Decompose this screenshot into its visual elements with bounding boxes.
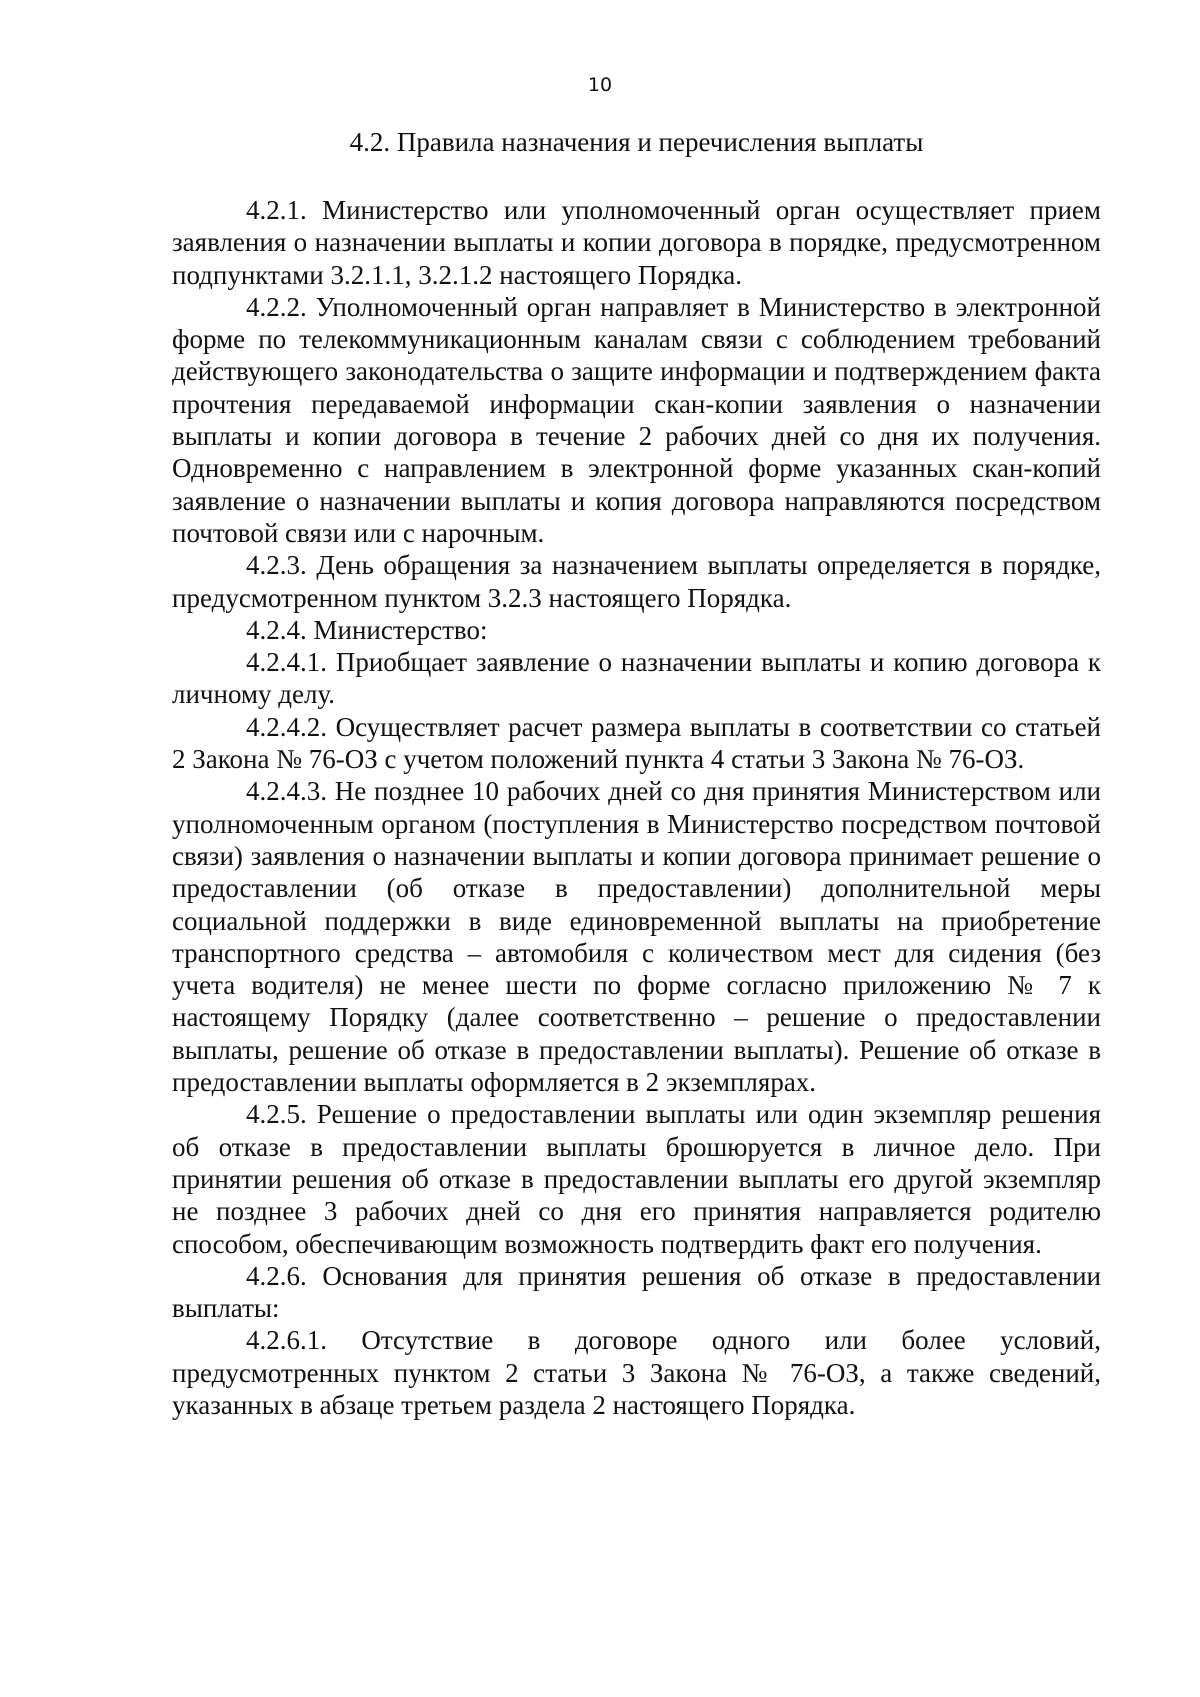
paragraph-4-2-4-3: 4.2.4.3. Не позднее 10 рабочих дней со дня принятия Министерством или уполномоченным органом (поступления в Министерство посредством почтовой связи) заявления о назначении выплаты и копии договора принимает решение о предоставлении (об отказе в предоставлении) дополнительной меры социальной поддержки в виде единовременной выплаты на приобретение транспортного средства – автомобиля с количеством мест для сидения (без учета водителя) не менее шести по форме согласно приложению № 7 к настоящему Порядку (далее соответственно – решение о предоставлении выплаты, решение об отказе в предоставлении выплаты). Решение об отказе в предоставлении выплаты оформляется в 2 экземплярах. <box>172 776 1101 1098</box>
page-number: 10 <box>587 74 613 96</box>
paragraph-4-2-6: 4.2.6. Основания для принятия решения об отказе в предоставлении выплаты: <box>172 1260 1101 1324</box>
paragraph-4-2-4-2: 4.2.4.2. Осуществляет расчет размера выплаты в соответствии со статьей 2 Закона № 76-ОЗ с учетом положений пункта 4 статьи 3 Закона № 76-ОЗ. <box>172 711 1101 775</box>
paragraph-4-2-6-1: 4.2.6.1. Отсутствие в договоре одного или более условий, предусмотренных пунктом 2 статьи 3 Закона № 76-ОЗ, а также сведений, указанных в абзаце третьем раздела 2 настоящего Порядка. <box>172 1325 1101 1420</box>
paragraph-4-2-5: 4.2.5. Решение о предоставлении выплаты или один экземпляр решения об отказе в предоставлении выплаты брошюруется в личное дело. При принятии решения об отказе в предоставлении выплаты его другой экземпляр не позднее 3 рабочих дней со дня его принятия направляется родителю способом, обеспечивающим возможность подтвердить факт его получения. <box>172 1099 1101 1259</box>
paragraph-4-2-2: 4.2.2. Уполномоченный орган направляет в Министерство в электронной форме по телекоммуникационным каналам связи с соблюдением требований действующего законодательства о защите информации и подтверждением факта прочтения передаваемой информации скан-копии заявления о назначении выплаты и копии договора в течение 2 рабочих дней со дня их получения. Одновременно с направлением в электронной форме указанных скан-копий заявление о назначении выплаты и копия договора направляются посредством почтовой связи или с нарочным. <box>172 291 1101 548</box>
paragraph-4-2-3: 4.2.3. День обращения за назначением выплаты определяется в порядке, предусмотренном пунктом 3.2.3 настоящего Порядка. <box>172 550 1101 613</box>
paragraph-4-2-4-1: 4.2.4.1. Приобщает заявление о назначении выплаты и копию договора к личному делу. <box>172 647 1101 710</box>
paragraph-4-2-4: 4.2.4. Министерство: <box>246 614 488 645</box>
section-heading: 4.2. Правила назначения и перечисления выплаты <box>349 127 924 157</box>
paragraph-4-2-1: 4.2.1. Министерство или уполномоченный орган осуществляет прием заявления о назначении выплаты и копии договора в порядке, предусмотренном подпунктами 3.2.1.1, 3.2.1.2 настоящего Порядка. <box>172 195 1101 290</box>
document-body <box>172 194 1101 1421</box>
